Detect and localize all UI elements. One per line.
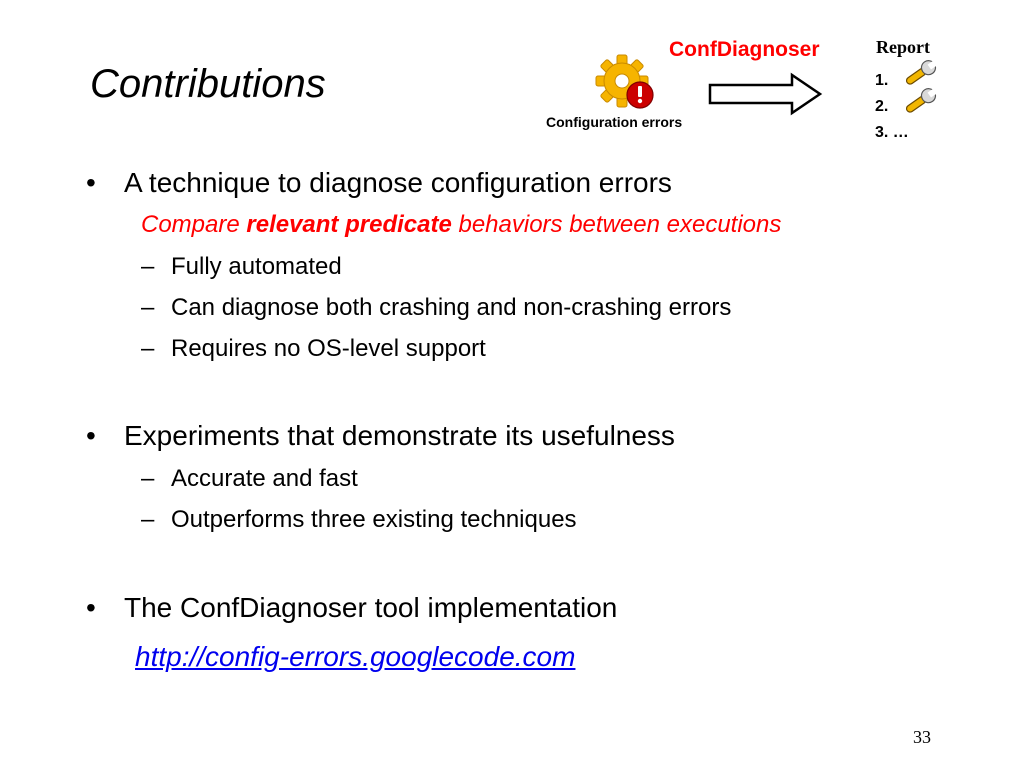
dash-marker: – [141, 294, 155, 321]
sub-item-text: Outperforms three existing techniques [171, 506, 577, 533]
report-item: 3. … [875, 124, 909, 141]
right-arrow-icon [708, 72, 824, 116]
note-text: behaviors between executions [451, 211, 782, 238]
bullet-marker: • [86, 167, 96, 198]
highlight-note [141, 210, 781, 240]
report-title: Report [876, 37, 930, 57]
configuration-errors-label: Configuration errors [546, 114, 683, 130]
bullet-text: A technique to diagnose configuration errors [124, 167, 672, 198]
sub-item-text: Requires no OS-level support [171, 335, 486, 362]
report-panel [872, 36, 952, 148]
dash-marker: – [141, 506, 155, 533]
bullet-marker: • [86, 592, 96, 623]
wrench-icon [902, 60, 938, 86]
bullet-marker: • [86, 420, 96, 451]
gear-warning-icon [595, 53, 657, 111]
bullet-text: Experiments that demonstrate its usefulness [124, 420, 675, 451]
project-link[interactable]: http://config-errors.googlecode.com [135, 641, 576, 672]
wrench-icon [902, 88, 938, 114]
sub-item-text: Accurate and fast [171, 465, 358, 492]
dash-marker: – [141, 465, 155, 492]
sub-item-text: Can diagnose both crashing and non-crashing errors [171, 294, 732, 321]
sub-item-text: Fully automated [171, 253, 342, 280]
report-item: 2. [875, 98, 889, 115]
dash-marker: – [141, 253, 155, 280]
report-item: 1. [875, 72, 889, 89]
slide-title: Contributions [90, 62, 326, 106]
confdiagnoser-label: ConfDiagnoser [669, 38, 820, 61]
dash-marker: – [141, 335, 155, 362]
page-number: 33 [913, 727, 931, 747]
note-emphasis: relevant predicate [246, 211, 452, 238]
note-text: Compare [141, 211, 247, 238]
bullet-text: The ConfDiagnoser tool implementation [124, 592, 618, 623]
